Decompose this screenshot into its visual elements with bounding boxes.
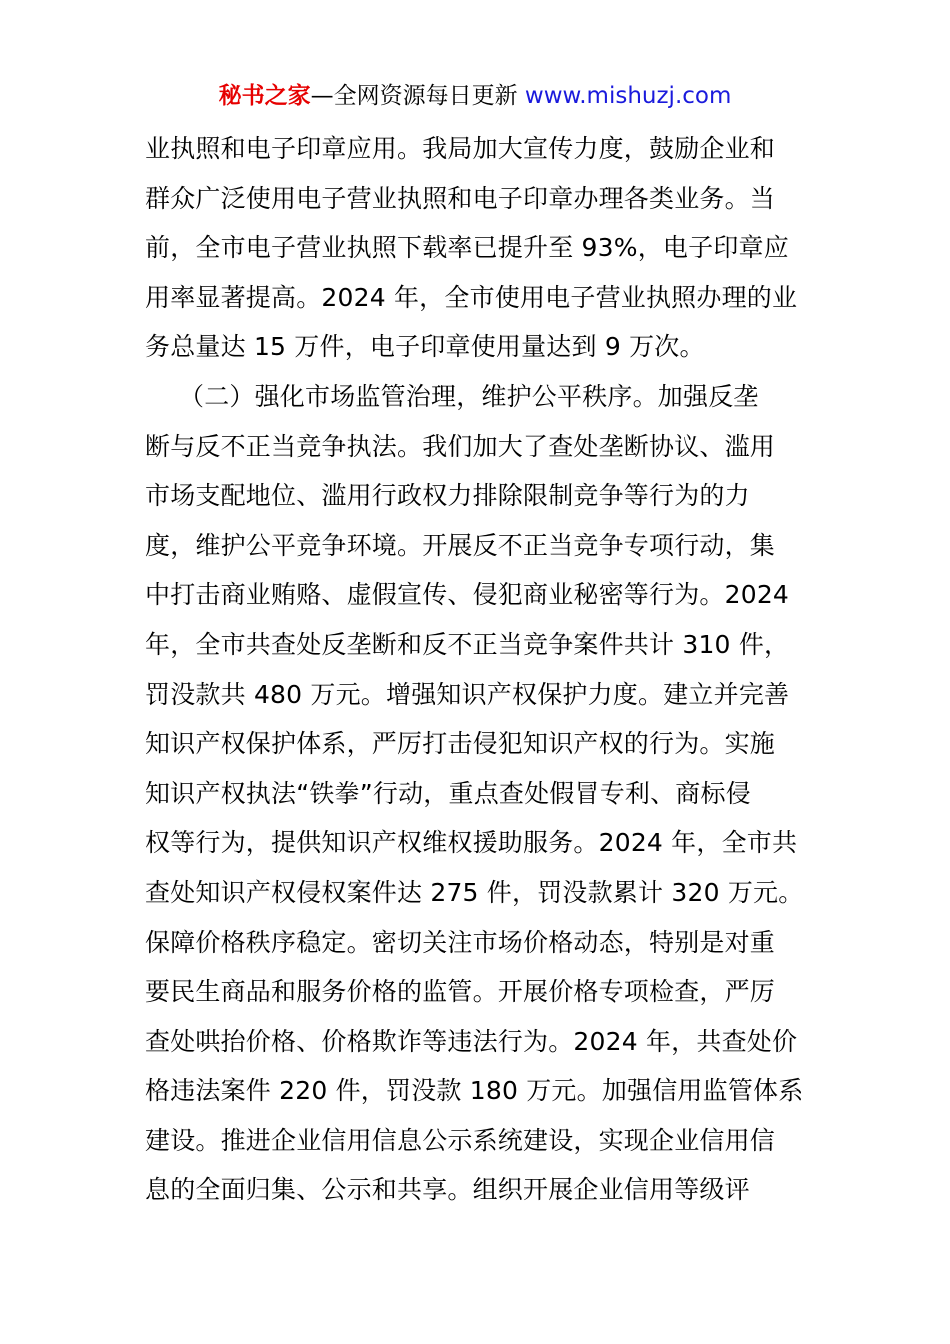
text-line-8: 市场支配地位、滥用行政权力排除限制竞争等行为的力 bbox=[145, 481, 750, 511]
site-brand: 秘书之家 bbox=[218, 83, 311, 109]
text-line-22: 息的全面归集、公示和共享。组织开展企业信用等级评 bbox=[145, 1175, 750, 1205]
text-line-21: 建设。推进企业信用信息公示系统建设，实现企业信用信 bbox=[145, 1125, 776, 1155]
text-line-5: 务总量达 15 万件，电子印章使用量达到 9 万次。 bbox=[145, 332, 705, 362]
text-line-2: 群众广泛使用电子营业执照和电子印章办理各类业务。当 bbox=[145, 183, 776, 213]
text-line-18: 要民生商品和服务价格的监管。开展价格专项检查，严厉 bbox=[145, 977, 776, 1007]
page-header bbox=[0, 80, 950, 112]
text-line-13: 知识产权保护体系，严厉打击侵犯知识产权的行为。实施 bbox=[145, 729, 776, 759]
text-line-20: 格违法案件 220 件，罚没款 180 万元。加强信用监管体系 bbox=[145, 1076, 804, 1106]
text-line-12: 罚没款共 480 万元。增强知识产权保护力度。建立并完善 bbox=[145, 679, 790, 709]
text-line-11: 年，全市共查处反垄断和反不正当竞争案件共计 310 件， bbox=[145, 629, 790, 659]
text-line-3: 前，全市电子营业执照下载率已提升至 93%，电子印章应 bbox=[145, 233, 789, 263]
site-url-link[interactable]: www.mishuzj.com bbox=[524, 83, 732, 109]
text-line-14: 知识产权执法“铁拳”行动，重点查处假冒专利、商标侵 bbox=[145, 778, 751, 808]
text-line-16: 查处知识产权侵权案件达 275 件，罚没款累计 320 万元。 bbox=[145, 877, 804, 907]
text-line-4: 用率显著提高。2024 年，全市使用电子营业执照办理的业 bbox=[145, 282, 798, 312]
text-line-1: 业执照和电子印章应用。我局加大宣传力度，鼓励企业和 bbox=[145, 134, 776, 163]
text-line-9: 度，维护公平竞争环境。开展反不正当竞争专项行动，集 bbox=[145, 530, 776, 560]
document-body bbox=[145, 124, 815, 1215]
text-line-15: 权等行为，提供知识产权维权援助服务。2024 年，全市共 bbox=[145, 828, 798, 858]
text-line-7: 断与反不正当竞争执法。我们加大了查处垄断协议、滥用 bbox=[145, 431, 776, 461]
text-line-10: 中打击商业贿赂、虚假宣传、侵犯商业秘密等行为。2024 bbox=[145, 580, 790, 610]
text-line-17: 保障价格秩序稳定。密切关注市场价格动态，特别是对重 bbox=[145, 927, 776, 957]
site-tagline: —全网资源每日更新 bbox=[310, 83, 525, 109]
text-line-19: 查处哄抬价格、价格欺诈等违法行为。2024 年，共查处价 bbox=[145, 1026, 798, 1056]
section-heading-line: （二）强化市场监管治理，维护公平秩序。加强反垄 bbox=[179, 381, 759, 411]
